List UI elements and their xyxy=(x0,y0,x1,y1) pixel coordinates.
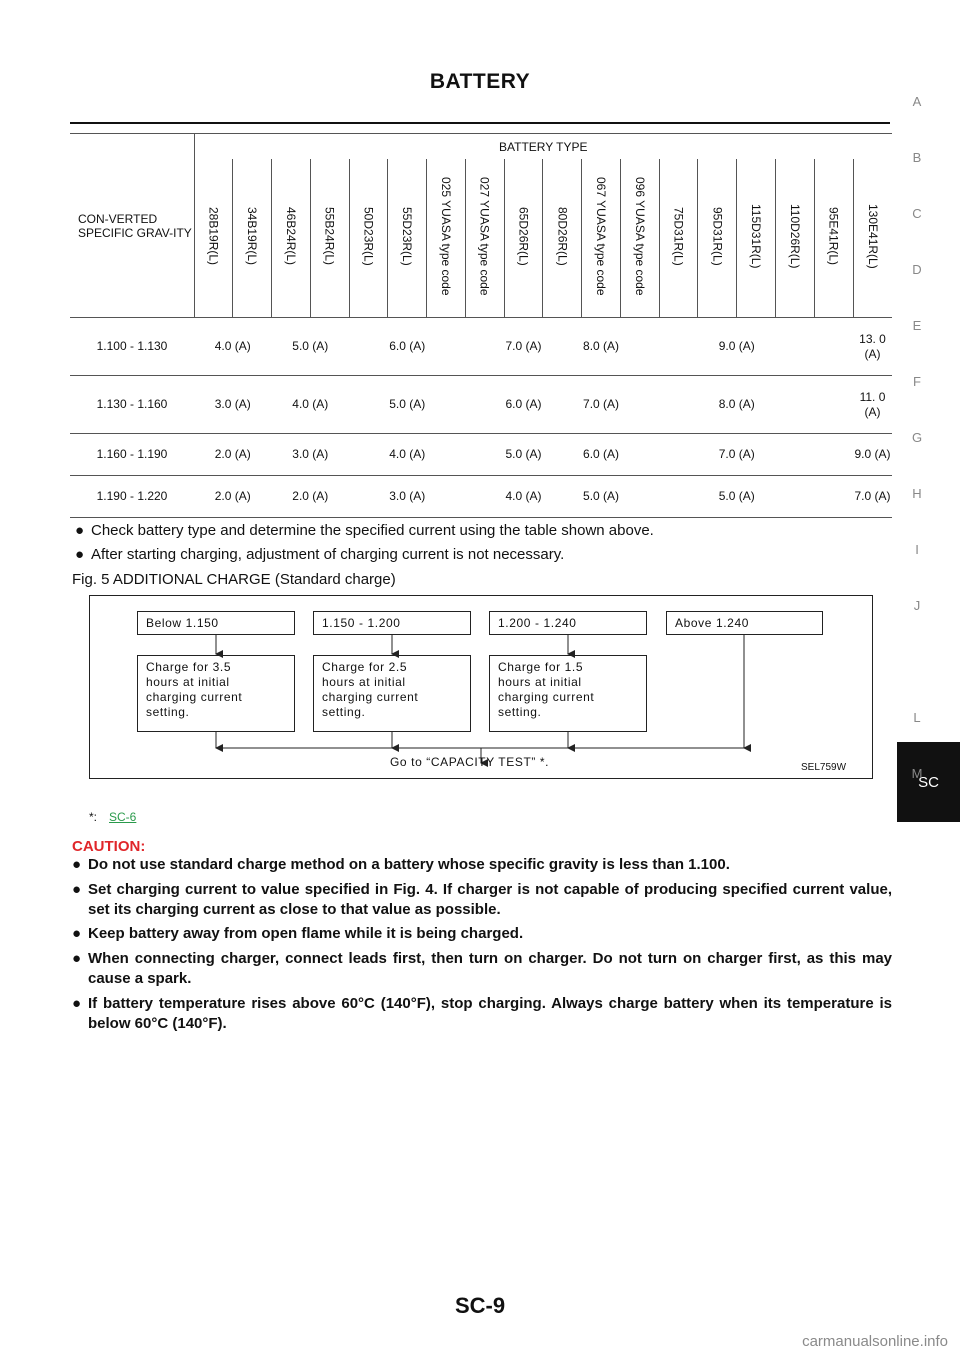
watermark: carmanualsonline.info xyxy=(802,1333,948,1350)
current-value: 2.0 (A) xyxy=(194,434,272,476)
current-value: 5.0 (A) xyxy=(465,434,581,476)
current-value: 3.0 (A) xyxy=(194,376,272,434)
gravity-value: 1.100 - 1.130 xyxy=(70,318,194,376)
gravity-header: CON-VERTED SPECIFIC GRAV-ITY xyxy=(70,134,194,318)
battery-type-col: 55B24R(L) xyxy=(310,159,349,318)
battery-type-col: 027 YUASA type code xyxy=(465,159,504,318)
battery-type-header: BATTERY TYPE xyxy=(194,134,892,160)
flowchart-connectors xyxy=(89,595,871,777)
battery-type-col: 067 YUASA type code xyxy=(582,159,621,318)
current-value: 3.0 (A) xyxy=(272,434,350,476)
charge-1-5-hours-box: Charge for 1.5 hours at initial charging current setting. xyxy=(489,655,647,732)
current-value: 4.0 (A) xyxy=(465,476,581,518)
current-value: 6.0 (A) xyxy=(349,318,465,376)
current-value: 7.0 (A) xyxy=(582,376,621,434)
current-value: 8.0 (A) xyxy=(582,318,621,376)
charging-current-table xyxy=(70,133,892,518)
footnote: *: SC-6 xyxy=(89,810,137,824)
battery-type-col: 025 YUASA type code xyxy=(427,159,466,318)
current-value: 5.0 (A) xyxy=(272,318,350,376)
figure-code: SEL759W xyxy=(801,762,847,773)
current-value: 5.0 (A) xyxy=(620,476,853,518)
current-value: 6.0 (A) xyxy=(582,434,621,476)
battery-type-col: 95E41R(L) xyxy=(814,159,853,318)
current-value: 4.0 (A) xyxy=(349,434,465,476)
range-1150-1200: 1.150 - 1.200 xyxy=(313,611,471,635)
current-value: 3.0 (A) xyxy=(349,476,465,518)
side-index-a[interactable]: A xyxy=(912,94,922,109)
caution-item: ● Keep battery away from open flame while it is being charged. xyxy=(72,925,524,942)
bullet-icon: ● xyxy=(72,950,82,967)
battery-type-col: 110D26R(L) xyxy=(775,159,814,318)
caution-item: ● Set charging current to value specified in Fig. 4. If charger is not capable of producing specified current value, set its charging current as close to that value as possible. xyxy=(72,881,892,918)
range-above-1240: Above 1.240 xyxy=(666,611,823,635)
side-index-h[interactable]: H xyxy=(912,486,922,501)
table-row xyxy=(70,476,892,518)
caution-item: ● Do not use standard charge method on a battery whose specific gravity is less than 1.100. xyxy=(72,856,730,873)
current-value: 5.0 (A) xyxy=(349,376,465,434)
gravity-value: 1.190 - 1.220 xyxy=(70,476,194,518)
current-value: 4.0 (A) xyxy=(272,376,350,434)
table-row xyxy=(70,434,892,476)
figure-caption: Fig. 5 ADDITIONAL CHARGE (Standard charge) xyxy=(72,571,396,588)
range-1200-1240: 1.200 - 1.240 xyxy=(489,611,647,635)
bullet-icon: ● xyxy=(72,995,82,1012)
battery-type-col: 46B24R(L) xyxy=(272,159,311,318)
bullet-icon: ● xyxy=(75,546,85,563)
side-index-sc-active[interactable]: SC xyxy=(897,742,960,822)
side-index-c[interactable]: C xyxy=(912,206,922,221)
battery-type-col: 80D26R(L) xyxy=(543,159,582,318)
side-index-l[interactable]: L xyxy=(913,710,921,725)
gravity-value: 1.130 - 1.160 xyxy=(70,376,194,434)
header-rule xyxy=(70,122,890,124)
side-index-g[interactable]: G xyxy=(911,430,923,445)
caution-item: ● When connecting charger, connect leads first, then turn on charger. Do not turn on charger first, as this may cause a spark. xyxy=(72,950,892,987)
range-below-1150: Below 1.150 xyxy=(137,611,295,635)
bullet-icon: ● xyxy=(75,522,85,539)
current-value: 2.0 (A) xyxy=(194,476,272,518)
current-value: 2.0 (A) xyxy=(272,476,350,518)
battery-type-col: 28B19R(L) xyxy=(194,159,233,318)
page-title: BATTERY xyxy=(429,70,531,93)
page-number: SC-9 xyxy=(454,1293,506,1318)
current-value: 13. 0 (A) xyxy=(853,318,892,376)
sc-6-link[interactable]: SC-6 xyxy=(109,810,137,824)
side-index-f[interactable]: F xyxy=(913,374,921,389)
side-index-d[interactable]: D xyxy=(912,262,922,277)
caution-title: CAUTION: xyxy=(72,838,146,855)
current-value: 8.0 (A) xyxy=(620,376,853,434)
bullet-icon: ● xyxy=(72,856,82,873)
side-index-j[interactable]: J xyxy=(913,598,921,613)
current-value: 11. 0 (A) xyxy=(853,376,892,434)
side-index-b[interactable]: B xyxy=(912,150,922,165)
battery-type-col: 130E41R(L) xyxy=(853,159,892,318)
battery-type-col: 55D23R(L) xyxy=(388,159,427,318)
current-value: 7.0 (A) xyxy=(465,318,581,376)
battery-type-col: 115D31R(L) xyxy=(737,159,776,318)
charge-3-5-hours-box: Charge for 3.5 hours at initial charging current setting. xyxy=(137,655,295,732)
caution-item: ● If battery temperature rises above 60°C (140°F), stop charging. Always charge battery when its temperature is below 60°C (140°F). xyxy=(72,995,892,1032)
bullet-icon: ● xyxy=(72,881,82,898)
current-value: 5.0 (A) xyxy=(582,476,621,518)
battery-type-col: 95D31R(L) xyxy=(698,159,737,318)
charge-2-5-hours-box: Charge for 2.5 hours at initial charging current setting. xyxy=(313,655,471,732)
battery-type-col: 34B19R(L) xyxy=(233,159,272,318)
side-index-m[interactable]: M xyxy=(911,766,923,781)
note-item: ● Check battery type and determine the specified current using the table shown above. xyxy=(75,522,654,539)
current-value: 4.0 (A) xyxy=(194,318,272,376)
side-index-e[interactable]: E xyxy=(912,318,922,333)
battery-type-col: 096 YUASA type code xyxy=(620,159,659,318)
current-value: 6.0 (A) xyxy=(465,376,581,434)
current-value: 7.0 (A) xyxy=(620,434,853,476)
table-row xyxy=(70,376,892,434)
current-value: 9.0 (A) xyxy=(853,434,892,476)
table-row xyxy=(70,318,892,376)
side-index-i[interactable]: I xyxy=(915,542,919,557)
current-value: 9.0 (A) xyxy=(620,318,853,376)
battery-type-col: 65D26R(L) xyxy=(504,159,543,318)
current-value: 7.0 (A) xyxy=(853,476,892,518)
bullet-icon: ● xyxy=(72,925,82,942)
battery-type-col: 75D31R(L) xyxy=(659,159,698,318)
goto-capacity-test: Go to “CAPACITY TEST” *. xyxy=(390,755,550,769)
battery-type-col: 50D23R(L) xyxy=(349,159,388,318)
note-item: ● After starting charging, adjustment of charging current is not necessary. xyxy=(75,546,565,563)
gravity-value: 1.160 - 1.190 xyxy=(70,434,194,476)
